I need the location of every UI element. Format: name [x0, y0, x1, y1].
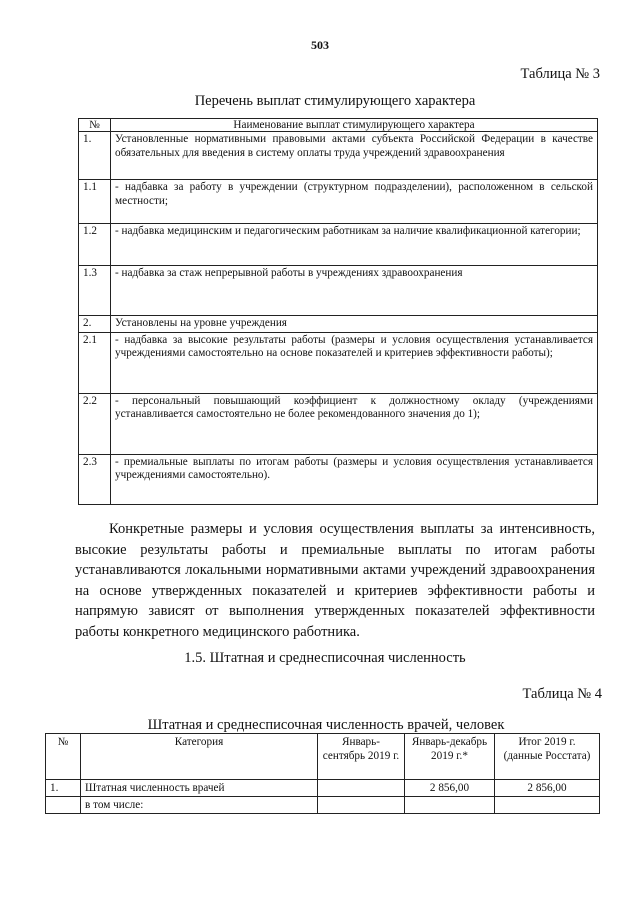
column-header-total: Итог 2019 г. (данные Росстата) — [495, 734, 600, 780]
table-3-caption: Таблица № 3 — [520, 66, 600, 82]
row-jan-dec — [405, 797, 495, 814]
column-header-number: № — [79, 119, 111, 132]
table-row — [79, 132, 598, 180]
row-text: - надбавка за стаж непрерывной работы в учреждениях здравоохранения — [111, 266, 598, 316]
row-number: 1. — [79, 132, 111, 180]
column-header-category: Категория — [81, 734, 318, 780]
stimulating-payments-table — [78, 118, 598, 505]
row-text: Установлены на уровне учреждения — [111, 316, 598, 333]
body-paragraph: Конкретные размеры и условия осуществления выплаты за интенсивность, высокие результаты работы и премиальные выплаты по итогам работы устанавливаются локальными нормативными актами учреждений здравоохранения на основе утвержденных показателей и критериев эффективности работы и напрямую зависят от выполнения утвержденных показателей эффективности работы конкретного медицинского работника. — [75, 521, 595, 640]
table-row — [79, 454, 598, 504]
row-number — [46, 797, 81, 814]
row-jan-sep — [318, 780, 405, 797]
row-number: 1. — [46, 780, 81, 797]
table-row — [46, 797, 600, 814]
row-text: - надбавка медицинским и педагогическим работникам за наличие квалификационной категории; — [111, 224, 598, 266]
table-row — [79, 224, 598, 266]
row-number: 2.3 — [79, 454, 111, 504]
row-total — [495, 797, 600, 814]
table-4-caption: Таблица № 4 — [522, 686, 602, 702]
table-3-title: Перечень выплат стимулирующего характера — [194, 93, 476, 109]
staff-count-table — [45, 733, 600, 814]
table-header-row — [79, 119, 598, 132]
page-number: 503 — [311, 38, 329, 52]
row-number: 1.3 — [79, 266, 111, 316]
row-number: 1.1 — [79, 180, 111, 224]
row-text: Установленные нормативными правовыми актами субъекта Российской Федерации в качестве обязательных для введения в систему оплаты труда учреждений здравоохранения — [111, 132, 598, 180]
column-header-jan-dec: Январь-декабрь 2019 г.* — [405, 734, 495, 780]
row-text: - персональный повышающий коэффициент к должностному окладу (учреждениями устанавливается самостоятельно не более рекомендованного значения до 1); — [111, 393, 598, 454]
table-4-title: Штатная и среднесписочная численность врачей, человек — [147, 717, 505, 733]
table-header-row — [46, 734, 600, 780]
table-row — [46, 780, 600, 797]
row-text: - надбавка за высокие результаты работы (размеры и условия осуществления устанавливается учреждениями самостоятельно на основе показателей и критериев эффективности работы); — [111, 332, 598, 393]
row-text: - надбавка за работу в учреждении (структурном подразделении), расположенном в сельской местности; — [111, 180, 598, 224]
table-row — [79, 266, 598, 316]
row-category: Штатная численность врачей — [81, 780, 318, 797]
row-number: 1.2 — [79, 224, 111, 266]
table-row — [79, 393, 598, 454]
section-heading: 1.5. Штатная и среднесписочная численность — [184, 650, 466, 666]
row-number: 2. — [79, 316, 111, 333]
table-row — [79, 332, 598, 393]
row-total: 2 856,00 — [495, 780, 600, 797]
column-header-number: № — [46, 734, 81, 780]
table-row — [79, 180, 598, 224]
row-number: 2.1 — [79, 332, 111, 393]
row-number: 2.2 — [79, 393, 111, 454]
table-row — [79, 316, 598, 333]
column-header-name: Наименование выплат стимулирующего характера — [111, 119, 598, 132]
column-header-jan-sep: Январь-сентябрь 2019 г. — [318, 734, 405, 780]
row-text: - премиальные выплаты по итогам работы (размеры и условия осуществления устанавливается учреждениями самостоятельно). — [111, 454, 598, 504]
row-jan-sep — [318, 797, 405, 814]
row-jan-dec: 2 856,00 — [405, 780, 495, 797]
row-category: в том числе: — [81, 797, 318, 814]
